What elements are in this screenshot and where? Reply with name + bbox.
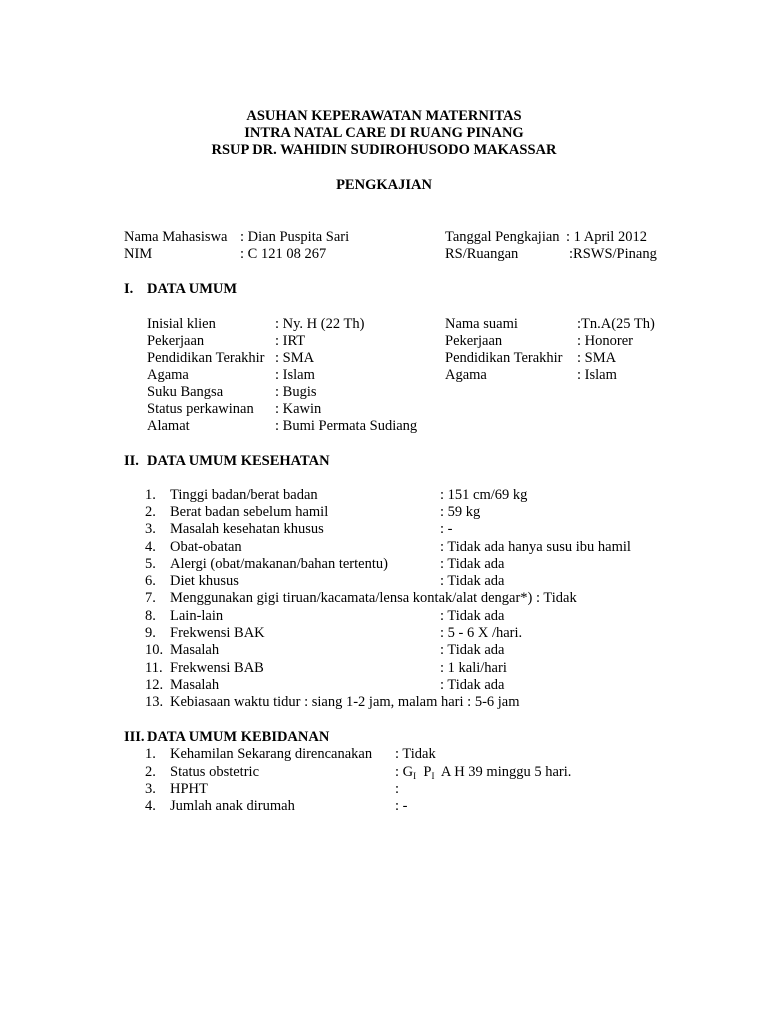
health-item-number: 7. — [145, 590, 156, 606]
health-item-number: 12. — [145, 677, 164, 693]
health-item-value: : 59 kg — [440, 504, 481, 520]
obstetric-item-number: 2. — [145, 764, 156, 780]
obstetric-item-label: HPHT — [170, 781, 208, 797]
health-item-value: : Tidak ada — [440, 642, 505, 658]
health-item-value: : Tidak ada — [440, 608, 505, 624]
section2-title: DATA UMUM KESEHATAN — [147, 453, 330, 469]
health-item-label: Diet khusus — [170, 573, 239, 589]
section3-numeral: III. — [124, 729, 145, 745]
obstetric-item-label: Kehamilan Sekarang direncanakan — [170, 746, 373, 762]
husband-value: : Honorer — [577, 333, 633, 349]
health-item-value: : Tidak ada — [440, 556, 505, 572]
doc-title-line1: ASUHAN KEPERAWATAN MATERNITAS — [246, 108, 522, 124]
health-item-label: Kebiasaan waktu tidur : siang 1-2 jam, malam hari : 5-6 jam — [170, 694, 520, 710]
health-item-value: : Tidak ada hanya susu ibu hamil — [440, 539, 631, 555]
client-label: Inisial klien — [147, 316, 216, 332]
husband-label: Pekerjaan — [445, 333, 503, 349]
health-item-label: Lain-lain — [170, 608, 224, 624]
doc-subtitle: PENGKAJIAN — [336, 177, 432, 193]
health-item-label: Menggunakan gigi tiruan/kacamata/lensa kontak/alat dengar*) : Tidak — [170, 590, 577, 606]
health-item-number: 9. — [145, 625, 156, 641]
nim-value: : C 121 08 267 — [240, 246, 327, 262]
obstetric-item-number: 4. — [145, 798, 156, 814]
student-name-value: : Dian Puspita Sari — [240, 229, 350, 245]
health-item-number: 3. — [145, 521, 156, 537]
husband-label: Agama — [445, 367, 487, 383]
health-item-label: Frekwensi BAK — [170, 625, 265, 641]
health-item-number: 8. — [145, 608, 156, 624]
obstetric-item-value: : - — [395, 798, 408, 814]
health-item-value: : - — [440, 521, 453, 537]
obstetric-item-value: : — [395, 781, 400, 797]
health-item-label: Berat badan sebelum hamil — [170, 504, 329, 520]
room-value: :RSWS/Pinang — [569, 246, 657, 262]
husband-value: : SMA — [577, 350, 617, 366]
health-item-number: 1. — [145, 487, 156, 503]
obstetric-status-value: : $G_I$ $P_I$ A H 39 minggu 5 hari. — [395, 764, 572, 781]
obstetric-item-number: 3. — [145, 781, 156, 797]
health-item-value: : 5 - 6 X /hari. — [440, 625, 523, 641]
section3-title: DATA UMUM KEBIDANAN — [147, 729, 330, 745]
client-label: Pekerjaan — [147, 333, 205, 349]
health-item-number: 2. — [145, 504, 156, 520]
client-value: : Bumi Permata Sudiang — [275, 418, 418, 434]
section1-numeral: I. — [124, 281, 134, 297]
husband-value: :Tn.A(25 Th) — [577, 316, 655, 332]
client-label: Agama — [147, 367, 189, 383]
health-item-number: 4. — [145, 539, 156, 555]
doc-title-line2: INTRA NATAL CARE DI RUANG PINANG — [244, 125, 524, 141]
health-item-value: : 151 cm/69 kg — [440, 487, 528, 503]
health-item-label: Alergi (obat/makanan/bahan tertentu) — [170, 556, 388, 572]
husband-value: : Islam — [577, 367, 617, 383]
health-item-label: Masalah — [170, 642, 220, 658]
section1-title: DATA UMUM — [147, 281, 238, 297]
health-item-number: 13. — [145, 694, 164, 710]
room-label: RS/Ruangan — [445, 246, 519, 262]
client-value: : Kawin — [275, 401, 322, 417]
client-value: : Ny. H (22 Th) — [275, 316, 365, 332]
section2-numeral: II. — [124, 453, 139, 469]
health-item-label: Masalah — [170, 677, 220, 693]
health-item-label: Frekwensi BAB — [170, 660, 264, 676]
client-value: : Islam — [275, 367, 315, 383]
health-item-label: Masalah kesehatan khusus — [170, 521, 324, 537]
health-item-label: Tinggi badan/berat badan — [170, 487, 318, 503]
health-item-value: : Tidak ada — [440, 677, 505, 693]
health-item-value: : 1 kali/hari — [440, 660, 507, 676]
student-name-label: Nama Mahasiswa — [124, 229, 228, 245]
health-item-number: 11. — [145, 660, 163, 676]
husband-label: Nama suami — [445, 316, 518, 332]
client-value: : IRT — [275, 333, 306, 349]
client-label: Status perkawinan — [147, 401, 254, 417]
obstetric-item-label: Status obstetric — [170, 764, 260, 780]
obstetric-item-label: Jumlah anak dirumah — [170, 798, 295, 814]
health-item-value: : Tidak ada — [440, 573, 505, 589]
client-label: Alamat — [147, 418, 190, 434]
date-value: : 1 April 2012 — [566, 229, 647, 245]
husband-label: Pendidikan Terakhir — [445, 350, 563, 366]
obstetric-item-value: : Tidak — [395, 746, 436, 762]
client-label: Pendidikan Terakhir — [147, 350, 265, 366]
health-item-label: Obat-obatan — [170, 539, 242, 555]
nim-label: NIM — [124, 246, 153, 262]
client-value: : SMA — [275, 350, 315, 366]
client-value: : Bugis — [275, 384, 317, 400]
client-label: Suku Bangsa — [147, 384, 224, 400]
date-label: Tanggal Pengkajian — [445, 229, 560, 245]
doc-title-line3: RSUP DR. WAHIDIN SUDIROHUSODO MAKASSAR — [211, 142, 557, 158]
health-item-number: 6. — [145, 573, 156, 589]
health-item-number: 10. — [145, 642, 164, 658]
health-item-number: 5. — [145, 556, 156, 572]
obstetric-item-number: 1. — [145, 746, 156, 762]
